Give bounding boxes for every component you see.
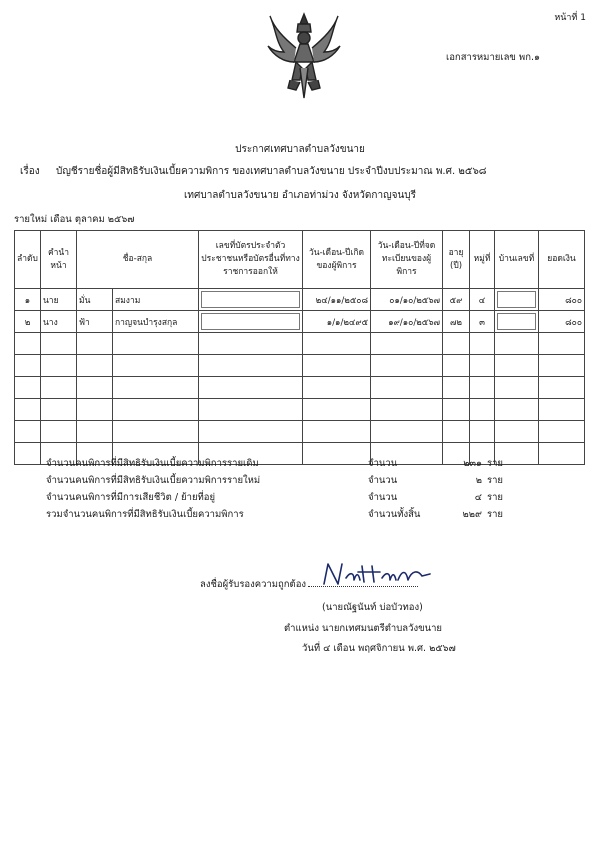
summary-label: จำนวนคนพิการที่มีการเสียชีวิต / ย้ายที่อยู่ (46, 492, 216, 503)
header-no: ลำดับ (15, 231, 41, 289)
signing-date: วันที่ ๔ เดือน พฤศจิกายน พ.ศ. ๒๕๖๗ (302, 643, 456, 654)
sign-label: ลงชื่อผู้รับรองความถูกต้อง (200, 579, 307, 590)
summary-unit: จำนวนทั้งสิ้น (368, 509, 421, 520)
row-amount: ๘๐๐ (539, 289, 585, 311)
beneficiary-table (14, 230, 585, 465)
new-registrants-label: รายใหม่ เดือน ตุลาคม ๒๕๖๗ (14, 214, 135, 225)
row-moo: ๔ (470, 289, 495, 311)
summary-section (46, 455, 506, 523)
subject-label: เรื่อง (20, 166, 40, 177)
row-age: ๕๙ (443, 289, 470, 311)
header-age: อายุ (ปี) (443, 231, 470, 289)
table-row (15, 289, 585, 311)
summary-count: ๒๒๙ (462, 509, 482, 520)
garuda-emblem-icon (266, 8, 342, 108)
header-reg-date: วัน-เดือน-ปีที่จดทะเบียนของผู้พิการ (371, 231, 443, 289)
summary-count: ๒๓๑ (463, 458, 482, 469)
subject-line (20, 164, 487, 179)
table-row (15, 311, 585, 333)
row-reg-date: ๑๙/๑๐/๒๕๖๗ (371, 311, 443, 333)
table-row-empty (15, 333, 585, 355)
row-last-name: กาญจนบำรุงสกุล (113, 311, 199, 333)
summary-unit: จำนวน (368, 458, 398, 469)
page-number: หน้าที่ 1 (554, 13, 586, 23)
row-house-no (495, 289, 539, 311)
subject-text: บัญชีรายชื่อผู้มีสิทธิรับเงินเบี้ยความพิการ ของเทศบาลตำบลวังขนาย ประจำปีงบประมาณ พ.ศ. ๒๕๖๘ (56, 166, 487, 177)
row-prefix: นาง (41, 311, 77, 333)
row-first-name: ฟ้า (77, 311, 113, 333)
summary-row-existing (46, 455, 506, 472)
summary-suffix: ราย (487, 458, 504, 469)
summary-label: จำนวนคนพิการที่มีสิทธิรับเงินเบี้ยความพิการรายเดิม (46, 458, 259, 469)
redacted-box (497, 313, 536, 330)
summary-row-new (46, 472, 506, 489)
row-amount: ๘๐๐ (539, 311, 585, 333)
signer-name: (นายณัฐนันท์ บ่อบัวทอง) (322, 602, 423, 613)
summary-label: จำนวนคนพิการที่มีสิทธิรับเงินเบี้ยความพิการรายใหม่ (46, 475, 261, 486)
header-amount: ยอดเงิน (539, 231, 585, 289)
row-dob: ๒๔/๑๑/๒๕๐๘ (303, 289, 371, 311)
signer-position: ตำแหน่ง นายกเทศมนตรีตำบลวังขนาย (284, 623, 442, 634)
summary-row-removed (46, 489, 506, 506)
header-moo: หมู่ที่ (470, 231, 495, 289)
row-first-name: มั่น (77, 289, 113, 311)
header-id-card: เลขที่บัตรประจำตัวประชาชนหรือบัตรอื่นที่ทางราชการออกให้ (199, 231, 303, 289)
row-reg-date: ๐๑/๑๐/๒๕๖๗ (371, 289, 443, 311)
document-number: เอกสารหมายเลข พก.๑ (445, 52, 540, 63)
summary-count: ๔ (474, 492, 482, 503)
header-house-no: บ้านเลขที่ (495, 231, 539, 289)
row-prefix: นาย (41, 289, 77, 311)
table-row-empty (15, 399, 585, 421)
summary-count: ๒ (475, 475, 482, 486)
row-house-no (495, 311, 539, 333)
redacted-box (201, 313, 300, 330)
summary-unit: จำนวน (368, 492, 398, 503)
row-id-card (199, 311, 303, 333)
header-name: ชื่อ-สกุล (77, 231, 199, 289)
announcement-title: ประกาศเทศบาลตำบลวังขนาย (235, 144, 365, 155)
summary-label: รวมจำนวนคนพิการที่มีสิทธิรับเงินเบี้ยความพิการ (46, 509, 244, 520)
row-moo: ๓ (470, 311, 495, 333)
row-dob: ๑/๑/๒๔๙๕ (303, 311, 371, 333)
summary-suffix: ราย (487, 475, 504, 486)
handwritten-signature (318, 558, 434, 592)
table-row-empty (15, 377, 585, 399)
redacted-box (497, 291, 536, 308)
row-age: ๗๒ (443, 311, 470, 333)
header-dob: วัน-เดือน-ปีเกิดของผู้พิการ (303, 231, 371, 289)
summary-suffix: ราย (487, 509, 504, 520)
summary-unit: จำนวน (368, 475, 398, 486)
row-no: ๑ (15, 289, 41, 311)
summary-row-total (46, 506, 506, 523)
row-last-name: สมงาม (113, 289, 199, 311)
header-prefix: คำนำหน้า (41, 231, 77, 289)
row-id-card (199, 289, 303, 311)
municipality-line: เทศบาลตำบลวังขนาย อำเภอท่าม่วง จังหวัดกาญจนบุรี (183, 190, 417, 201)
table-row-empty (15, 355, 585, 377)
table-header-row (15, 231, 585, 289)
table-row-empty (15, 421, 585, 443)
redacted-box (201, 291, 300, 308)
row-no: ๒ (15, 311, 41, 333)
summary-suffix: ราย (487, 492, 504, 503)
